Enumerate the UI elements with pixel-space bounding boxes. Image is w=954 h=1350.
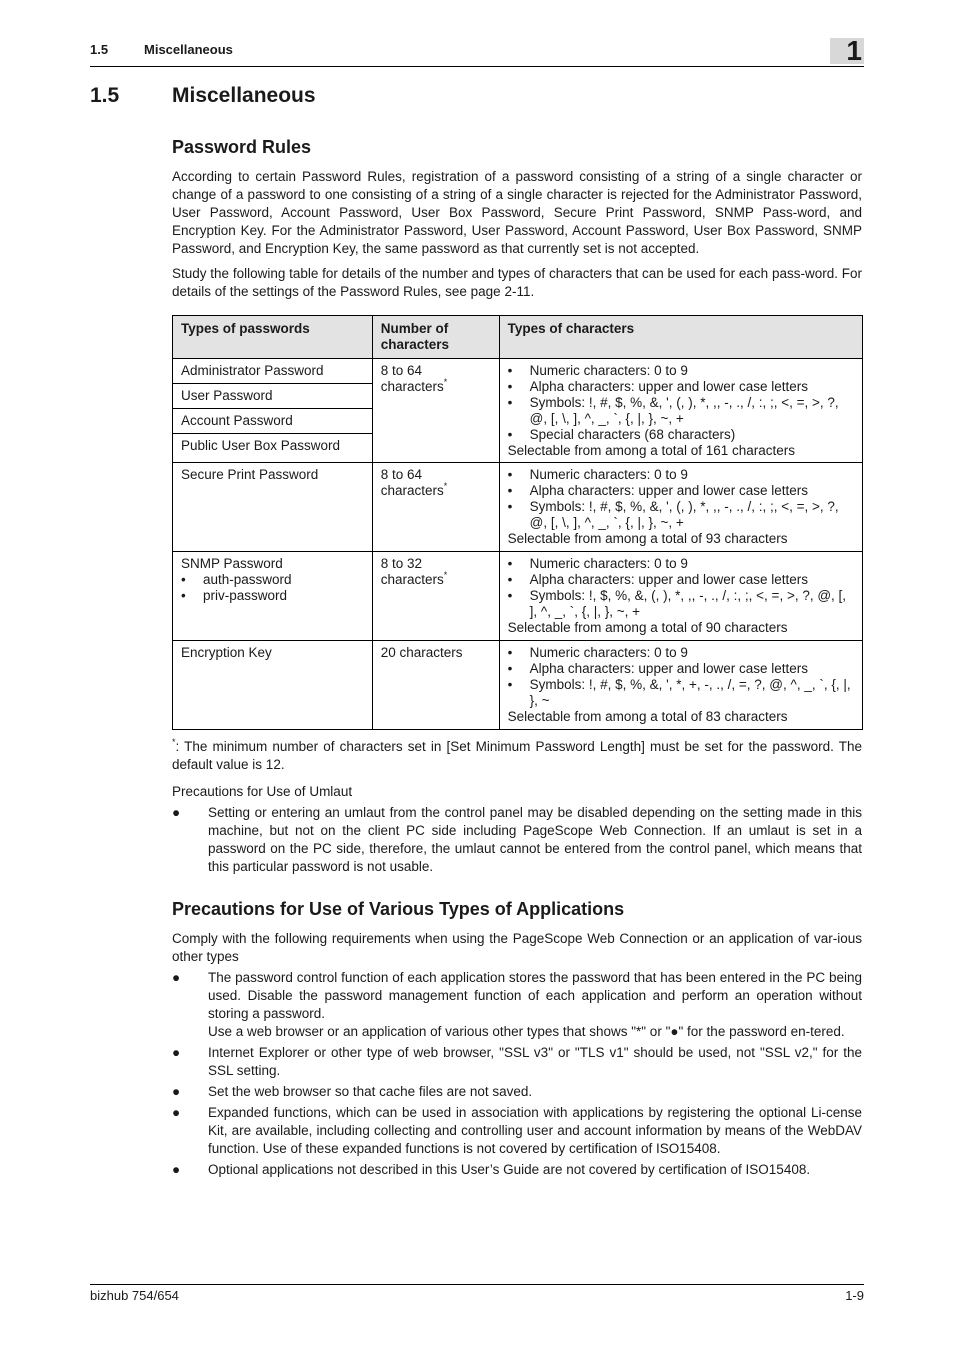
list-item: ● Set the web browser so that cache files are not saved. <box>172 1084 533 1099</box>
character-total: Selectable from among a total of 161 characters <box>507 443 796 458</box>
table-row <box>173 463 863 552</box>
table-row <box>173 641 863 730</box>
list-item: ● Expanded functions, which can be used in association with applications by registering the optional Li-cense Kit, are available, including collecting and controlling user and account information by means of the WebDAV function. Use of these expanded functions is not covered by certification of ISO15408. <box>172 1105 862 1156</box>
character-types-list <box>508 467 854 531</box>
list-item: • Alpha characters: upper and lower case letters <box>508 572 854 588</box>
password-rules-heading: Password Rules <box>172 137 312 157</box>
list-item: • auth-password <box>181 572 364 588</box>
section-number: 1.5 <box>90 84 120 107</box>
character-types-list <box>508 363 854 443</box>
section-title: Miscellaneous <box>172 84 316 107</box>
footnote-text: : The minimum number of characters set in [Set Minimum Password Length] must be set for the password. The default value is 12. <box>172 739 862 772</box>
footnote-mark: * <box>443 377 448 387</box>
list-item: • priv-password <box>181 588 364 604</box>
list-item: • Symbols: !, #, $, %, &, ', (, ), *, ,, -, ., /, :, ;, <, =, >, ?, @, [, \, ], ^, _, `, {, |, }, ~, + <box>508 499 854 531</box>
character-count: 8 to 64 characters <box>380 467 444 498</box>
page-footer <box>90 1284 864 1303</box>
applications-intro: Comply with the following requirements when using the PageScope Web Connection or an application of var-ious other types <box>172 931 862 964</box>
footer-page-number: 1-9 <box>845 1288 864 1303</box>
character-types-cell <box>499 463 862 552</box>
table-header-types-of-characters: Types of characters <box>499 316 862 359</box>
character-count-cell <box>372 359 499 463</box>
character-count-cell: 20 characters <box>372 641 499 730</box>
list-item: ● Optional applications not described in this User’s Guide are not covered by certification of ISO15408. <box>172 1162 811 1177</box>
bullet-icon: ● <box>172 1162 181 1177</box>
header-section-title: Miscellaneous <box>144 42 233 57</box>
applications-precautions-heading: Precautions for Use of Various Types of Applications <box>172 899 625 919</box>
list-item: • Special characters (68 characters) <box>508 427 854 443</box>
list-item: • Symbols: !, $, %, &, (, ), *, ,, -, ., /, :, ;, <, =, >, ?, @, [, ], ^, _, `, {, |, }, ~, + <box>508 588 854 620</box>
list-item: • Alpha characters: upper and lower case letters <box>508 379 854 395</box>
table-row <box>173 359 863 384</box>
bullet-icon: ● <box>172 805 181 820</box>
list-item: • Numeric characters: 0 to 9 <box>508 363 854 379</box>
table-header-types-of-passwords: Types of passwords <box>173 316 373 359</box>
list-item: • Alpha characters: upper and lower case letters <box>508 483 854 499</box>
section-heading <box>90 84 316 108</box>
password-type-cell <box>173 552 373 641</box>
character-types-cell <box>499 641 862 730</box>
list-item: • Alpha characters: upper and lower case letters <box>508 661 854 677</box>
table-header-row <box>173 316 863 359</box>
password-type-cell: User Password <box>173 384 373 409</box>
character-types-cell <box>499 552 862 641</box>
umlaut-precautions-list <box>172 804 862 879</box>
character-count-cell <box>372 463 499 552</box>
list-item: • Symbols: !, #, $, %, &, ', *, +, -, ., /, =, ?, @, ^, _, `, {, |, }, ~ <box>508 677 854 709</box>
bullet-icon: ● <box>172 1045 181 1060</box>
header-section-number: 1.5 <box>90 42 109 57</box>
footnote-mark: * <box>443 570 448 580</box>
table-footnote <box>172 738 862 774</box>
bullet-icon: ● <box>172 1084 181 1099</box>
list-item: ● Setting or entering an umlaut from the control panel may be disabled depending on the setting made in this machine, but not on the client PC side including PageScope Web Connection. If an umlaut is set in a password on the PC side, therefore, the umlaut cannot be entered from the control panel, which means that this particular password is not usable. <box>172 805 862 874</box>
password-type: SNMP Password <box>181 556 283 571</box>
list-item: • Numeric characters: 0 to 9 <box>508 467 854 483</box>
character-types-list <box>508 556 854 620</box>
list-item: • Numeric characters: 0 to 9 <box>508 645 854 661</box>
list-item: • Symbols: !, #, $, %, &, ', (, ), *, ,, -, ., /, :, ;, <, =, >, ?, @, [, \, ], ^, _, `, {, |, }, ~, + <box>508 395 854 427</box>
password-rules-paragraph-2: Study the following table for details of the number and types of characters that can be used for each pass-word. For details of the settings of the Password Rules, see page 2-11. <box>172 266 862 299</box>
applications-precautions-list <box>172 969 862 1182</box>
bullet-icon: ● <box>172 1105 181 1120</box>
password-type-cell: Secure Print Password <box>173 463 373 552</box>
list-item: ● Internet Explorer or other type of web browser, "SSL v3" or "TLS v1" should be used, not "SSL v2," for the SSL setting. <box>172 1045 862 1078</box>
password-types-table <box>172 315 863 730</box>
chapter-tab <box>830 35 864 66</box>
footnote-mark: * <box>443 481 448 491</box>
password-rules-paragraph-1: According to certain Password Rules, registration of a password consisting of a string of a single character or change of a password to one consisting of a string of a single character is rejected for the Administrator Password, User Password, Account Password, User Box Password, Secure Print Password, SNMP Pass-word, and Encryption Key. For the Administrator Password, User Password, Account Password, User Box Password, SNMP Password, and Encryption Key, the same password as that currently set is not accepted. <box>172 169 862 256</box>
footer-product-name: bizhub 754/654 <box>90 1288 179 1303</box>
character-types-list <box>508 645 854 709</box>
running-header <box>90 35 864 67</box>
password-subtypes-list <box>181 572 364 604</box>
password-type-cell: Administrator Password <box>173 359 373 384</box>
character-count-cell <box>372 552 499 641</box>
chapter-number: 1 <box>846 35 862 66</box>
character-count: 8 to 64 characters <box>380 363 444 394</box>
character-types-cell <box>499 359 862 463</box>
password-type-cell: Encryption Key <box>173 641 373 730</box>
table-row <box>173 552 863 641</box>
bullet-icon: ● <box>172 970 181 985</box>
character-total: Selectable from among a total of 93 characters <box>507 531 788 546</box>
password-type-cell: Public User Box Password <box>173 434 373 463</box>
table-header-number-of-characters: Number of characters <box>372 316 499 359</box>
list-item: • Numeric characters: 0 to 9 <box>508 556 854 572</box>
character-total: Selectable from among a total of 83 characters <box>507 709 788 724</box>
character-count: 8 to 32 characters <box>380 556 444 587</box>
password-type-cell: Account Password <box>173 409 373 434</box>
umlaut-precautions-title: Precautions for Use of Umlaut <box>172 784 353 799</box>
footnote-mark: * <box>172 737 176 747</box>
character-total: Selectable from among a total of 90 characters <box>507 620 788 635</box>
list-item: ● The password control function of each application stores the password that has been entered in the PC being used. Disable the password management function of each application and perform an operation without storing a password. Use a web browser or an application of various other types that shows "*" or "●" for the password en-tered. <box>172 970 862 1039</box>
